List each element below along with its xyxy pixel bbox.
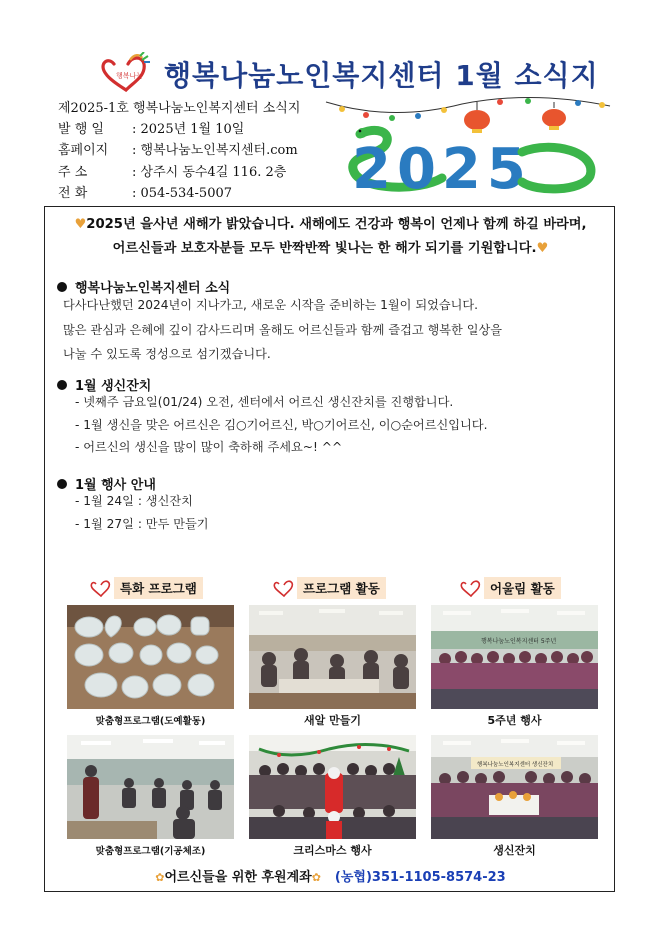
photo-ceramics: [67, 605, 234, 709]
photo-christmas: [249, 735, 416, 839]
info-value: : 2025년 1월 10일: [132, 122, 245, 138]
issue-info: [58, 98, 328, 204]
greeting-line-1: ♥2025년 을사년 새해가 밝았습니다. 새해에도 건강과 행복이 언제나 함께 하길 바라며,: [74, 217, 587, 232]
section-title-news: 행복나눔노인복지센터 소식: [57, 277, 230, 296]
news-line: 많은 관심과 은혜에 깊이 감사드리며 올해도 어르신들과 함께 즐겁고 행복한 일상을: [63, 322, 503, 337]
heart-logo-icon: [100, 52, 158, 92]
bullet-icon: [57, 479, 67, 489]
events-list: [75, 490, 209, 535]
donation-label: 어르신들을 위한 후원계좌: [164, 870, 312, 885]
photo-caption: 맞춤형프로그램(도예활동): [95, 716, 206, 727]
photo-caption: 생신잔치: [493, 844, 536, 857]
homepage-link[interactable]: : 행복나눔노인복지센터.com: [132, 143, 298, 159]
list-item: - 넷째주 금요일(01/24) 오전, 센터에서 어르신 생신잔치를 진행합니다.: [75, 395, 454, 409]
lantern-icon: [542, 102, 566, 130]
heart-logo-icon: [90, 579, 112, 597]
photo-5th-anniversary: [431, 605, 598, 709]
svg-text:행복나눔: 행복나눔: [116, 72, 144, 80]
lantern-icon: [464, 102, 490, 133]
info-row-phone: [58, 183, 328, 204]
list-item: - 1월 24일 : 생신잔치: [75, 494, 193, 508]
issue-number: 제2025-1호 행복나눔노인복지센터 소식지: [58, 101, 301, 116]
donation-account: [45, 866, 616, 885]
list-item: - 1월 생신을 맞은 어르신은 김○기어르신, 박○기어르신, 이○순어르신입니다.: [75, 417, 488, 432]
birthday-list: [75, 391, 487, 459]
photo-rice-balls: [249, 605, 416, 709]
new-year-banner: [322, 96, 614, 198]
photo-caption: 맞춤형프로그램(기공체조): [95, 846, 206, 857]
info-value: : 054-534-5007: [132, 185, 233, 201]
news-line: 다사다난했던 2024년이 지나가고, 새로운 시작을 준비하는 1월이 되었습니다.: [63, 298, 479, 312]
info-label: 발 행 일: [58, 122, 104, 138]
greeting-line-2: 어르신들과 보호자분들 모두 반짝반짝 빛나는 한 해가 되기를 기원합니다.♥: [112, 241, 549, 256]
info-label: 전 화: [58, 185, 88, 201]
heart-logo-icon: [273, 579, 295, 597]
photo-caption: 5주년 행사: [487, 714, 542, 727]
info-row-address: [58, 162, 328, 183]
news-paragraph: [63, 293, 502, 367]
photo-caption: 새알 만들기: [304, 714, 361, 727]
svg-text:2025: 2025: [352, 137, 532, 198]
category-program-activity: 프로그램 활동: [273, 577, 386, 599]
news-line: 나눌 수 있도록 정성으로 섬기겠습니다.: [63, 347, 271, 361]
flower-icon: ✿: [155, 871, 165, 884]
flower-icon: ✿: [311, 871, 321, 884]
section-title-birthday: 1월 생신잔치: [57, 375, 151, 394]
greeting: [45, 213, 616, 261]
bullet-icon: [57, 282, 67, 292]
svg-text:행복나눔노인복지센터 5주년: 행복나눔노인복지센터 5주년: [481, 638, 557, 645]
category-community-activity: 어울림 활동: [460, 577, 561, 599]
list-item: - 1월 27일 : 만두 만들기: [75, 516, 209, 531]
list-item: - 어르신의 생신을 많이 많이 축하해 주세요~! ^^: [75, 440, 343, 454]
info-row-date: [58, 119, 328, 140]
bullet-icon: [57, 380, 67, 390]
info-row-homepage: [58, 140, 328, 161]
section-title-events: 1월 행사 안내: [57, 474, 156, 493]
page-title: 행복나눔노인복지센터 1월 소식지: [164, 59, 599, 92]
photo-birthday-party: [431, 735, 598, 839]
info-value: : 상주시 동수4길 116. 2층: [132, 164, 287, 180]
svg-text:행복나눔노인복지센터 생신잔치: 행복나눔노인복지센터 생신잔치: [477, 762, 554, 768]
newsletter-body: [44, 206, 615, 892]
info-label: 주 소: [58, 164, 88, 180]
heart-icon: ♥: [536, 241, 549, 256]
heart-logo-icon: [460, 579, 482, 597]
heart-icon: ♥: [74, 217, 87, 232]
category-special-program: 특화 프로그램: [90, 577, 203, 599]
photo-caption: 크리스마스 행사: [293, 844, 372, 857]
info-label: 홈페이지: [58, 143, 109, 159]
account-number: (농협)351-1105-8574-23: [334, 870, 506, 885]
photo-qigong: [67, 735, 234, 839]
title-row: [0, 48, 660, 96]
